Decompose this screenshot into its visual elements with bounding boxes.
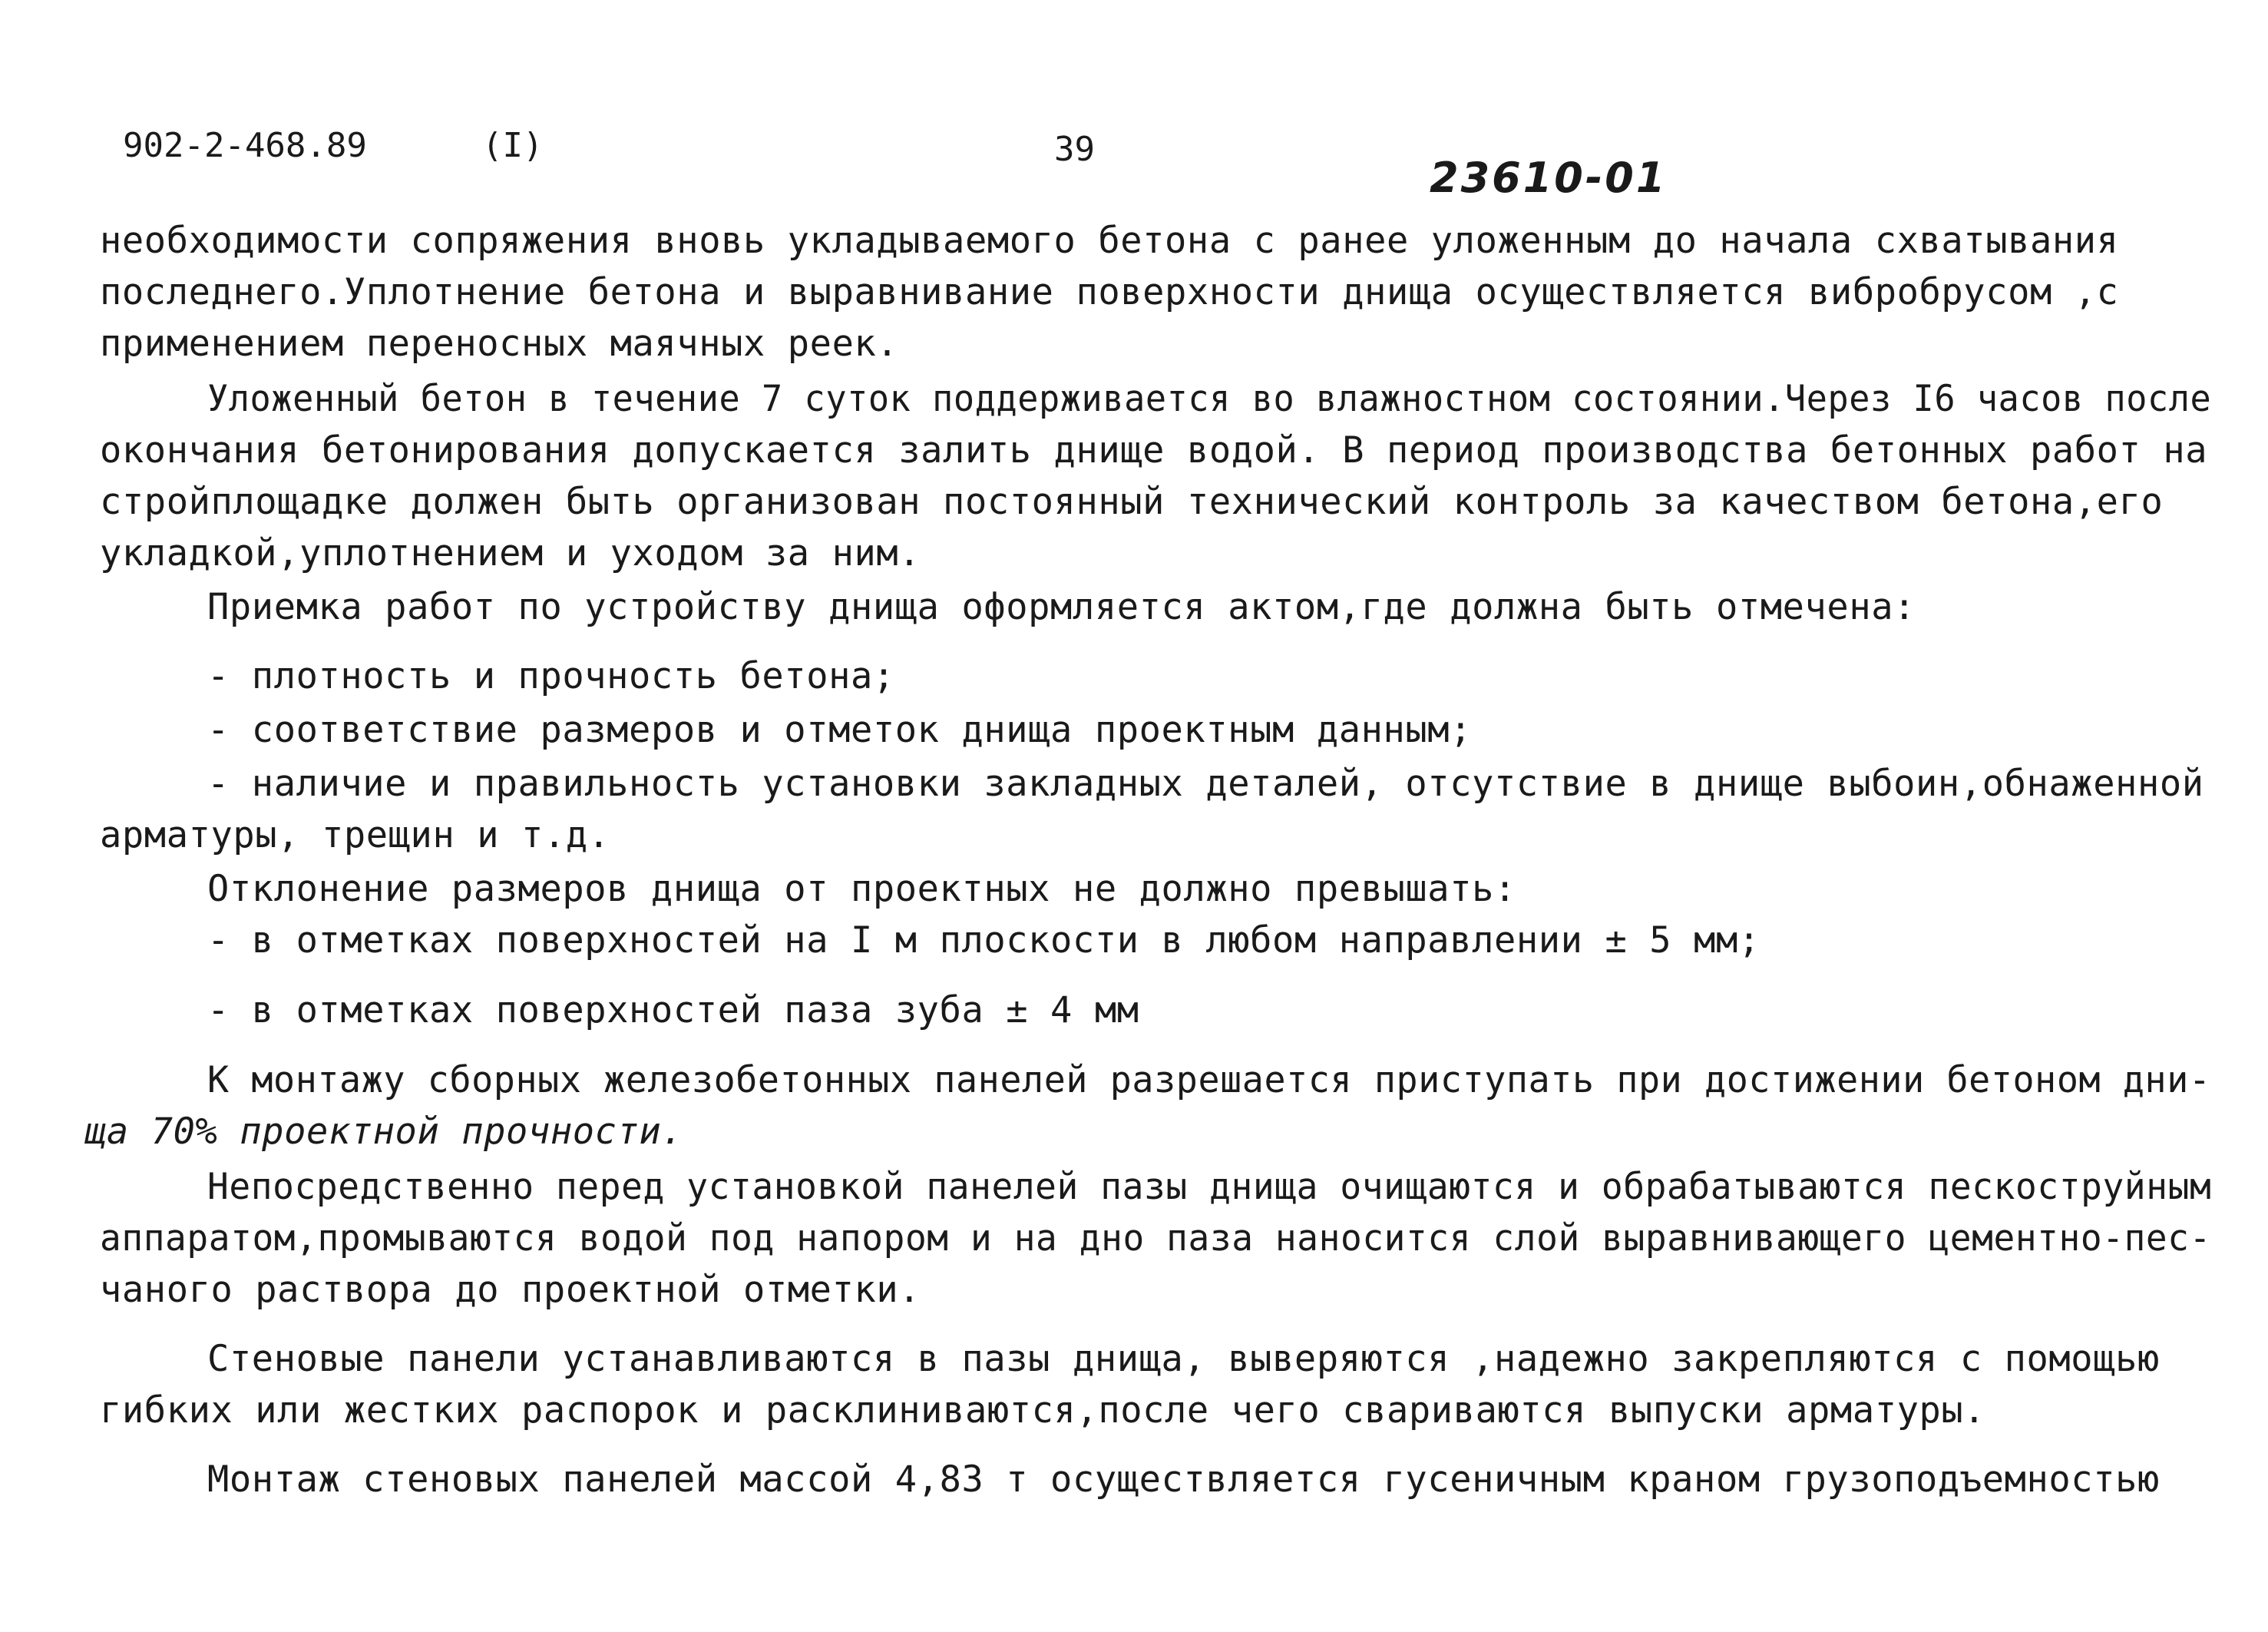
- text-line: Стеновые панели устанавливаются в пазы днища, выверяются ,надежно закрепляются с помощью: [207, 1338, 2160, 1380]
- text-line: Приемка работ по устройству днища оформляется актом,где должна быть отмечена:: [207, 586, 1916, 628]
- text-line: последнего.Уплотнение бетона и выравнивание поверхности днища осуществляется вибробрусом ,с: [100, 271, 2119, 313]
- text-line: Отклонение размеров днища от проектных не должно превышать:: [207, 868, 1516, 910]
- text-line: ща 70% проектной прочности.: [84, 1111, 684, 1153]
- text-line: арматуры, трещин и т.д.: [100, 814, 610, 856]
- text-line: - в отметках поверхностей паза зуба ± 4 мм: [207, 989, 1139, 1031]
- text-line: применением переносных маячных реек.: [100, 323, 899, 365]
- text-line: стройплощадке должен быть организован постоянный технический контроль за качеством бетона,его: [100, 481, 2164, 523]
- text-line: окончания бетонирования допускается залить днище водой. В период производства бетонных работ на: [100, 429, 2208, 472]
- text-line: - плотность и прочность бетона;: [207, 655, 895, 697]
- archive-stamp: 23610-01: [1430, 154, 1668, 202]
- text-line: Непосредственно перед установкой панелей пазы днища очищаются и обрабатываются пескоструйным: [207, 1166, 2212, 1208]
- page-number: 39: [1054, 130, 1095, 169]
- text-line: Монтаж стеновых панелей массой 4,83 т осуществляется гусеничным краном грузоподъемностью: [207, 1458, 2160, 1501]
- text-line: укладкой,уплотнением и уходом за ним.: [100, 532, 921, 574]
- text-line: - соответствие размеров и отметок днища проектным данным;: [207, 709, 1473, 751]
- document-code: 902-2-468.89: [123, 126, 367, 165]
- text-line: - в отметках поверхностей на I м плоскости в любом направлении ± 5 мм;: [207, 919, 1761, 962]
- text-line: аппаратом,промываются водой под напором и на дно паза наносится слой выравнивающего цементно-пес-: [100, 1217, 2211, 1260]
- text-line: К монтажу сборных железобетонных панелей разрешается приступать при достижении бетоном дни-: [207, 1059, 2211, 1101]
- text-line: - наличие и правильность установки закладных деталей, отсутствие в днище выбоин,обнаженной: [207, 763, 2204, 805]
- volume-number: (I): [482, 126, 544, 165]
- text-line: Уложенный бетон в течение 7 суток поддерживается во влажностном состоянии.Через I6 часов после: [207, 378, 2212, 420]
- text-line: чаного раствора до проектной отметки.: [100, 1269, 921, 1311]
- text-line: необходимости сопряжения вновь укладываемого бетона с ранее уложенным до начала схватывания: [100, 220, 2119, 262]
- text-line: гибких или жестких распорок и расклиниваются,после чего свариваются выпуски арматуры.: [100, 1389, 1986, 1432]
